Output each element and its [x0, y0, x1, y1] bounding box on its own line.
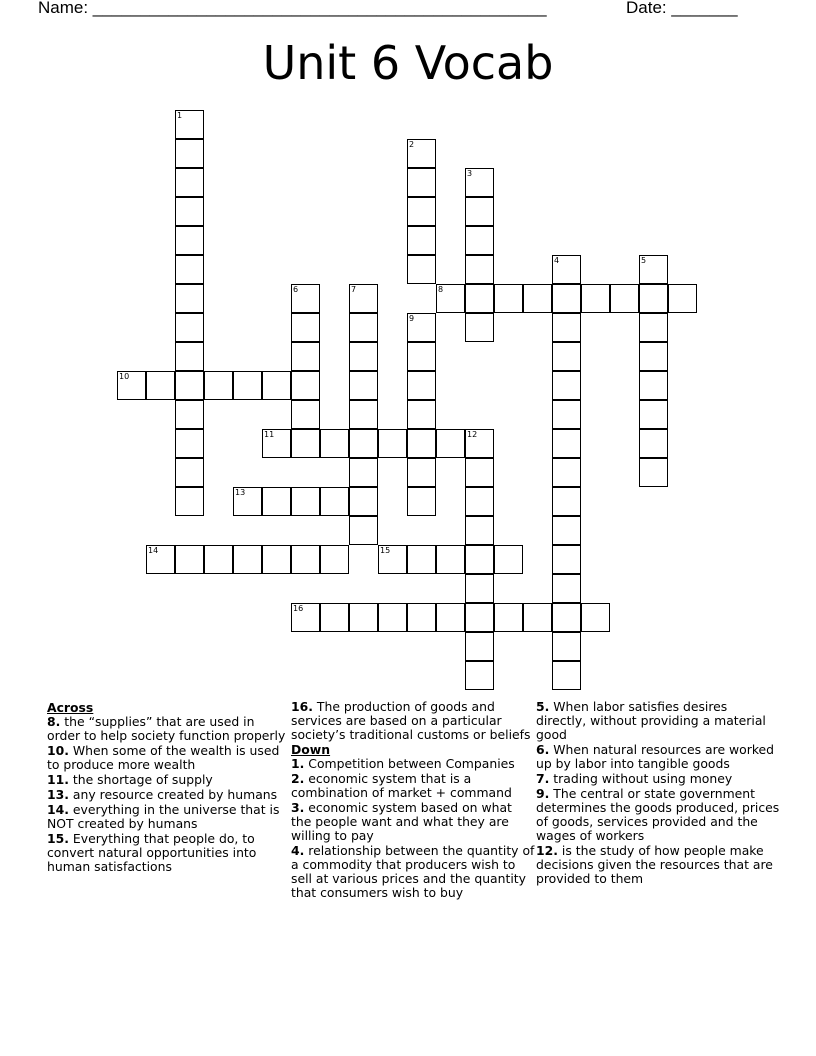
clue-number: 15. [47, 831, 69, 846]
crossword-cell[interactable] [320, 545, 349, 574]
crossword-cell[interactable] [146, 371, 175, 400]
clue-text: When labor satisfies desires directly, without providing a material good [536, 699, 766, 742]
crossword-cell[interactable] [552, 458, 581, 487]
clue-number: 1. [291, 756, 305, 771]
crossword-cell[interactable] [581, 284, 610, 313]
crossword-cell[interactable] [436, 284, 465, 313]
clue-across-10 [47, 744, 291, 772]
crossword-cell[interactable] [407, 458, 436, 487]
cell-number: 4 [554, 256, 560, 265]
crossword-cell[interactable] [349, 458, 378, 487]
clue-down-6 [536, 743, 780, 771]
crossword-cell[interactable] [465, 632, 494, 661]
cell-number: 11 [264, 430, 275, 439]
crossword-cell[interactable] [407, 226, 436, 255]
page-title: Unit 6 Vocab [262, 36, 554, 90]
crossword-cell[interactable] [639, 313, 668, 342]
clue-number: 11. [47, 772, 69, 787]
cell-number: 14 [148, 546, 159, 555]
crossword-cell[interactable] [407, 545, 436, 574]
clue-number: 2. [291, 771, 305, 786]
cell-number: 1 [177, 111, 183, 120]
clue-across-16 [291, 700, 535, 742]
crossword-cell[interactable] [291, 400, 320, 429]
crossword-cell[interactable] [465, 661, 494, 690]
crossword-cell[interactable] [175, 400, 204, 429]
cell-number: 12 [467, 430, 478, 439]
clue-number: 14. [47, 802, 69, 817]
crossword-cell[interactable] [175, 197, 204, 226]
clue-down-9 [536, 787, 780, 843]
date-field-label: Date: _______ [626, 0, 738, 17]
cell-number: 6 [293, 285, 299, 294]
crossword-cell[interactable] [639, 458, 668, 487]
crossword-cell[interactable] [465, 429, 494, 458]
crossword-cell[interactable] [320, 603, 349, 632]
clue-number: 6. [536, 742, 550, 757]
crossword-cell[interactable] [465, 226, 494, 255]
crossword-cell[interactable] [378, 603, 407, 632]
clue-text: The central or state government determines the goods produced, prices of goods, services provided and the wages of workers [536, 786, 780, 843]
crossword-cell[interactable] [349, 371, 378, 400]
crossword-cell[interactable] [378, 429, 407, 458]
crossword-cell[interactable] [349, 516, 378, 545]
crossword-cell[interactable] [291, 313, 320, 342]
clue-text: economic system that is a combination of market + command [291, 771, 512, 800]
crossword-cell[interactable] [465, 487, 494, 516]
crossword-cell[interactable] [175, 284, 204, 313]
cell-number: 9 [409, 314, 415, 323]
crossword-cell[interactable] [291, 342, 320, 371]
name-field-label: Name: ________________________________________________ [38, 0, 547, 17]
crossword-cell[interactable] [639, 255, 668, 284]
clue-down-7 [536, 772, 780, 786]
crossword-cell[interactable] [291, 545, 320, 574]
clue-number: 16. [291, 699, 313, 714]
crossword-cell[interactable] [639, 284, 668, 313]
clue-number: 7. [536, 771, 550, 786]
crossword-cell[interactable] [494, 284, 523, 313]
crossword-cell[interactable] [349, 487, 378, 516]
crossword-cell[interactable] [233, 371, 262, 400]
crossword-cell[interactable] [552, 342, 581, 371]
crossword-cell[interactable] [639, 429, 668, 458]
crossword-cell[interactable] [552, 487, 581, 516]
crossword-cell[interactable] [552, 661, 581, 690]
crossword-cell[interactable] [407, 139, 436, 168]
crossword-cell[interactable] [262, 429, 291, 458]
crossword-grid [117, 110, 717, 710]
crossword-cell[interactable] [175, 487, 204, 516]
crossword-cell[interactable] [668, 284, 697, 313]
crossword-cell[interactable] [552, 400, 581, 429]
cell-number: 16 [293, 604, 304, 613]
crossword-cell[interactable] [436, 545, 465, 574]
cell-number: 5 [641, 256, 647, 265]
crossword-cell[interactable] [407, 400, 436, 429]
crossword-cell[interactable] [407, 313, 436, 342]
clue-down-12 [536, 844, 780, 886]
crossword-cell[interactable] [465, 197, 494, 226]
clue-text: is the study of how people make decisions given the resources that are provided to them [536, 843, 773, 886]
crossword-cell[interactable] [552, 313, 581, 342]
crossword-cell[interactable] [349, 313, 378, 342]
crossword-cell[interactable] [465, 255, 494, 284]
clue-number: 12. [536, 843, 558, 858]
crossword-cell[interactable] [291, 429, 320, 458]
cell-number: 8 [438, 285, 444, 294]
crossword-cell[interactable] [262, 545, 291, 574]
clue-text: the “supplies” that are used in order to help society function properly [47, 714, 286, 743]
crossword-cell[interactable] [117, 371, 146, 400]
cell-number: 10 [119, 372, 130, 381]
crossword-cell[interactable] [436, 603, 465, 632]
crossword-cell[interactable] [349, 342, 378, 371]
clue-text: Competition between Companies [308, 756, 515, 771]
crossword-cell[interactable] [175, 545, 204, 574]
crossword-cell[interactable] [175, 342, 204, 371]
crossword-cell[interactable] [175, 255, 204, 284]
crossword-cell[interactable] [349, 603, 378, 632]
crossword-cell[interactable] [494, 545, 523, 574]
cell-number: 13 [235, 488, 246, 497]
clue-text: economic system based on what the people want and what they are willing to pay [291, 800, 512, 843]
clue-text: everything in the universe that is NOT created by humans [47, 802, 280, 831]
crossword-cell[interactable] [349, 400, 378, 429]
crossword-cell[interactable] [175, 429, 204, 458]
crossword-cell[interactable] [204, 371, 233, 400]
crossword-cell[interactable] [175, 226, 204, 255]
clue-text: any resource created by humans [72, 787, 278, 802]
crossword-cell[interactable] [552, 545, 581, 574]
crossword-cell[interactable] [465, 603, 494, 632]
crossword-cell[interactable] [639, 342, 668, 371]
crossword-cell[interactable] [175, 458, 204, 487]
crossword-cell[interactable] [494, 603, 523, 632]
clue-down-3 [291, 801, 535, 843]
clue-across-8 [47, 715, 291, 743]
crossword-cell[interactable] [262, 371, 291, 400]
crossword-cell[interactable] [349, 284, 378, 313]
clue-text: the shortage of supply [72, 772, 213, 787]
crossword-cell[interactable] [407, 487, 436, 516]
crossword-cell[interactable] [320, 487, 349, 516]
crossword-cell[interactable] [407, 429, 436, 458]
crossword-cell[interactable] [465, 545, 494, 574]
clues-column-1 [47, 700, 291, 875]
clue-down-2 [291, 772, 535, 800]
crossword-cell[interactable] [291, 603, 320, 632]
crossword-cell[interactable] [465, 574, 494, 603]
crossword-cell[interactable] [552, 255, 581, 284]
crossword-cell[interactable] [552, 516, 581, 545]
crossword-cell[interactable] [465, 313, 494, 342]
clue-text: When some of the wealth is used to produce more wealth [47, 743, 280, 772]
crossword-cell[interactable] [552, 429, 581, 458]
clue-across-13 [47, 788, 291, 802]
clue-text: The production of goods and services are based on a particular society’s traditional customs or beliefs [291, 699, 531, 742]
clues-column-2 [291, 700, 535, 901]
crossword-cell[interactable] [146, 545, 175, 574]
clue-down-4 [291, 844, 535, 900]
crossword-cell[interactable] [407, 168, 436, 197]
clue-text: trading without using money [553, 771, 733, 786]
crossword-cell[interactable] [291, 487, 320, 516]
crossword-cell[interactable] [407, 371, 436, 400]
crossword-cell[interactable] [436, 429, 465, 458]
crossword-cell[interactable] [291, 371, 320, 400]
crossword-cell[interactable] [552, 603, 581, 632]
crossword-cell[interactable] [407, 603, 436, 632]
clue-number: 13. [47, 787, 69, 802]
crossword-cell[interactable] [465, 516, 494, 545]
crossword-cell[interactable] [175, 371, 204, 400]
crossword-cell[interactable] [581, 603, 610, 632]
crossword-cell[interactable] [378, 545, 407, 574]
clue-number: 4. [291, 843, 305, 858]
clue-number: 10. [47, 743, 69, 758]
crossword-cell[interactable] [552, 284, 581, 313]
clue-across-14 [47, 803, 291, 831]
down-heading: Down [291, 742, 331, 757]
crossword-cell[interactable] [291, 284, 320, 313]
crossword-cell[interactable] [639, 400, 668, 429]
across-heading: Across [47, 700, 94, 715]
crossword-cell[interactable] [233, 487, 262, 516]
crossword-cell[interactable] [175, 139, 204, 168]
cell-number: 3 [467, 169, 473, 178]
crossword-cell[interactable] [523, 603, 552, 632]
crossword-cell[interactable] [523, 284, 552, 313]
clue-text: relationship between the quantity of a commodity that producers wish to sell at various prices and the quantity that consumers wish to buy [291, 843, 535, 900]
crossword-cell[interactable] [320, 429, 349, 458]
crossword-cell[interactable] [349, 429, 378, 458]
clue-number: 9. [536, 786, 550, 801]
crossword-cell[interactable] [465, 168, 494, 197]
cell-number: 7 [351, 285, 357, 294]
clue-down-5 [536, 700, 780, 742]
crossword-cell[interactable] [233, 545, 262, 574]
crossword-cell[interactable] [175, 168, 204, 197]
crossword-cell[interactable] [610, 284, 639, 313]
clue-across-15 [47, 832, 291, 874]
clues-column-3 [536, 700, 780, 887]
crossword-cell[interactable] [639, 371, 668, 400]
crossword-cell[interactable] [204, 545, 233, 574]
crossword-cell[interactable] [175, 313, 204, 342]
crossword-cell[interactable] [465, 458, 494, 487]
crossword-cell[interactable] [552, 574, 581, 603]
cell-number: 15 [380, 546, 391, 555]
crossword-cell[interactable] [262, 487, 291, 516]
clue-text: Everything that people do, to convert natural opportunities into human satisfactions [47, 831, 257, 874]
crossword-cell[interactable] [175, 110, 204, 139]
clue-number: 5. [536, 699, 550, 714]
crossword-cell[interactable] [407, 342, 436, 371]
crossword-cell[interactable] [552, 371, 581, 400]
clue-across-11 [47, 773, 291, 787]
clue-text: When natural resources are worked up by labor into tangible goods [536, 742, 775, 771]
crossword-cell[interactable] [407, 197, 436, 226]
clue-down-1 [291, 757, 535, 771]
clue-number: 3. [291, 800, 305, 815]
crossword-cell[interactable] [407, 255, 436, 284]
clue-number: 8. [47, 714, 61, 729]
crossword-cell[interactable] [465, 284, 494, 313]
cell-number: 2 [409, 140, 415, 149]
crossword-cell[interactable] [552, 632, 581, 661]
